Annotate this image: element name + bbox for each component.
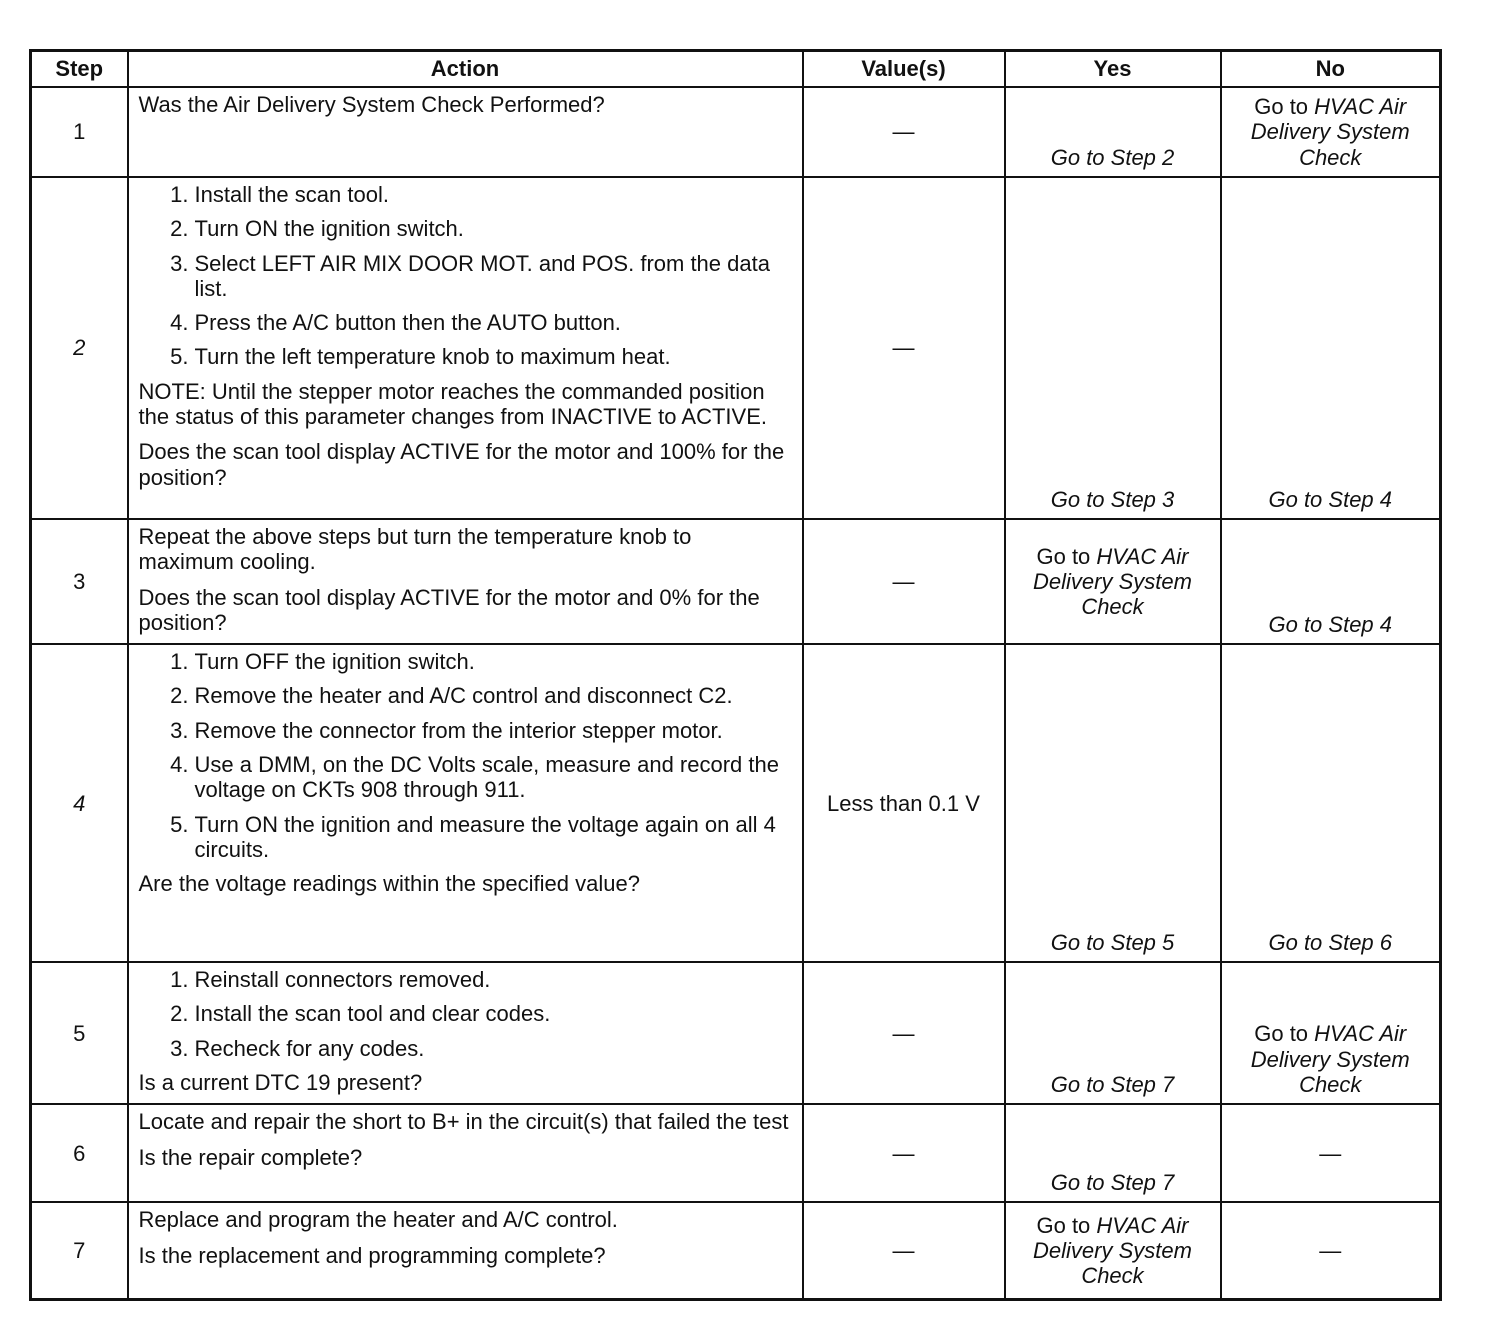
action-intro: Repeat the above steps but turn the temperature knob to maximum cooling. [138,524,692,575]
action-intro: Locate and repair the short to B+ in the circuit(s) that failed the test [138,1109,789,1135]
step-number: 5 [31,962,128,1104]
action-cell [128,177,803,519]
action-step-text: Use a DMM, on the DC Volts scale, measure and record the voltage on CKTs 908 through 911. [194,752,779,803]
action-step-number: 2. [170,1001,189,1027]
action-step-text: Press the A/C button then the AUTO button. [194,310,621,336]
step-number: 2 [31,177,128,519]
action-question: Is a current DTC 19 present? [138,1070,423,1096]
action-step-number: 2. [170,216,189,242]
no-prefix: Go to [1254,94,1315,120]
action-step-text: Remove the connector from the interior stepper motor. [194,717,723,743]
no-link: HVAC Air Delivery System Check [1250,94,1410,170]
no-cell [1221,1202,1441,1299]
no-cell [1221,177,1441,519]
no-dash: — [1319,1237,1342,1263]
action-step-text: Install the scan tool. [194,182,389,207]
yes-cell [1005,87,1221,177]
no-dash: — [1319,1140,1342,1166]
table-row [31,177,1441,519]
action-cell [128,962,803,1104]
action-step-number: 1. [170,649,189,675]
action-step [139,683,792,708]
no-cell [1221,962,1441,1104]
action-step-list [139,649,792,862]
action-step-number: 4. [170,752,189,778]
table-header-row [31,51,1441,88]
header-no: No [1221,51,1441,88]
no-text: Go to Step 4 [1268,486,1393,512]
action-question: Is the replacement and programming complete? [138,1242,606,1268]
action-question: Does the scan tool display ACTIVE for the motor and 100% for the position? [138,439,785,490]
yes-text: Go to Step 5 [1050,929,1175,955]
no-cell [1221,519,1441,644]
action-step [139,344,792,369]
yes-prefix: Go to [1036,1212,1097,1238]
action-step-text: Select LEFT AIR MIX DOOR MOT. and POS. from the data list. [194,250,770,301]
no-prefix: Go to [1254,1021,1315,1047]
value-cell: — [803,1104,1005,1202]
action-intro: Replace and program the heater and A/C control. [138,1207,618,1233]
action-step [139,752,792,803]
action-step-number: 3. [170,250,189,276]
action-cell [128,1202,803,1299]
action-question: Is the repair complete? [138,1144,363,1170]
action-step-number: 2. [170,683,189,709]
action-step-text: Reinstall connectors removed. [194,967,491,993]
step-number: 6 [31,1104,128,1202]
step-number: 4 [31,644,128,962]
action-step-number: 5. [170,344,189,370]
action-step-number: 1. [170,182,189,207]
no-cell [1221,1104,1441,1202]
yes-text: Go to Step 7 [1050,1170,1175,1196]
yes-cell [1005,177,1221,519]
value-cell: — [803,519,1005,644]
action-step [139,649,792,674]
table-row [31,1202,1441,1299]
action-step [139,967,792,992]
action-step-text: Turn ON the ignition switch. [194,216,464,242]
yes-link: HVAC Air Delivery System Check [1033,1212,1192,1289]
action-step-number: 3. [170,717,189,743]
action-step [139,812,792,863]
yes-text: Go to Step 3 [1050,486,1175,512]
yes-text: Go to Step 2 [1050,144,1175,170]
step-number: 3 [31,519,128,644]
no-cell [1221,644,1441,962]
table-row [31,644,1441,962]
value-cell: — [803,1202,1005,1299]
action-step-text: Turn ON the ignition and measure the voltage again on all 4 circuits. [194,811,776,862]
no-text: Go to Step 4 [1268,611,1393,637]
yes-text: Go to Step 7 [1050,1072,1175,1098]
action-step-number: 1. [170,967,189,993]
action-step-number: 5. [170,811,189,837]
action-question: Are the voltage readings within the specified value? [138,871,640,897]
header-values: Value(s) [803,51,1005,88]
table-row [31,519,1441,644]
action-cell [128,1104,803,1202]
header-yes: Yes [1005,51,1221,88]
action-step-list [139,182,792,370]
yes-cell [1005,644,1221,962]
action-intro: Was the Air Delivery System Check Performed? [138,92,605,117]
action-step-number: 3. [170,1035,189,1061]
diagnostic-table [29,49,1442,1301]
action-step [139,310,792,335]
table-row [31,962,1441,1104]
action-cell [128,519,803,644]
action-step [139,718,792,743]
action-step [139,216,792,241]
table-row [31,87,1441,177]
value-cell: — [803,177,1005,519]
table-body [31,87,1441,1299]
action-step [139,1036,792,1061]
value-cell: — [803,87,1005,177]
value-cell: Less than 0.1 V [803,644,1005,962]
no-link: HVAC Air Delivery System Check [1250,1021,1410,1098]
no-cell [1221,87,1441,177]
action-step-number: 4. [170,310,189,336]
yes-prefix: Go to [1036,543,1097,569]
action-step-text: Turn the left temperature knob to maximum heat. [194,344,671,370]
yes-cell [1005,1104,1221,1202]
header-action: Action [128,51,803,88]
action-step-text: Turn OFF the ignition switch. [194,649,475,675]
table-row [31,1104,1441,1202]
action-step-text: Recheck for any codes. [194,1035,425,1061]
action-cell [128,644,803,962]
action-cell [128,87,803,177]
action-step [139,182,792,207]
action-step [139,251,792,302]
action-note: NOTE: Until the stepper motor reaches the commanded position the status of this parameter changes from INACTIVE to ACTIVE. [138,378,767,430]
yes-cell [1005,519,1221,644]
no-text: Go to Step 6 [1268,929,1393,955]
action-question: Does the scan tool display ACTIVE for the motor and 0% for the position? [138,584,760,635]
action-step-text: Install the scan tool and clear codes. [194,1001,551,1027]
step-number: 7 [31,1202,128,1299]
action-step-list [139,967,792,1061]
value-cell: — [803,962,1005,1104]
yes-link: HVAC Air Delivery System Check [1033,543,1192,620]
action-step-text: Remove the heater and A/C control and disconnect C2. [194,683,733,709]
action-step [139,1001,792,1026]
yes-cell [1005,1202,1221,1299]
step-number: 1 [31,87,128,177]
header-step: Step [31,51,128,88]
yes-cell [1005,962,1221,1104]
